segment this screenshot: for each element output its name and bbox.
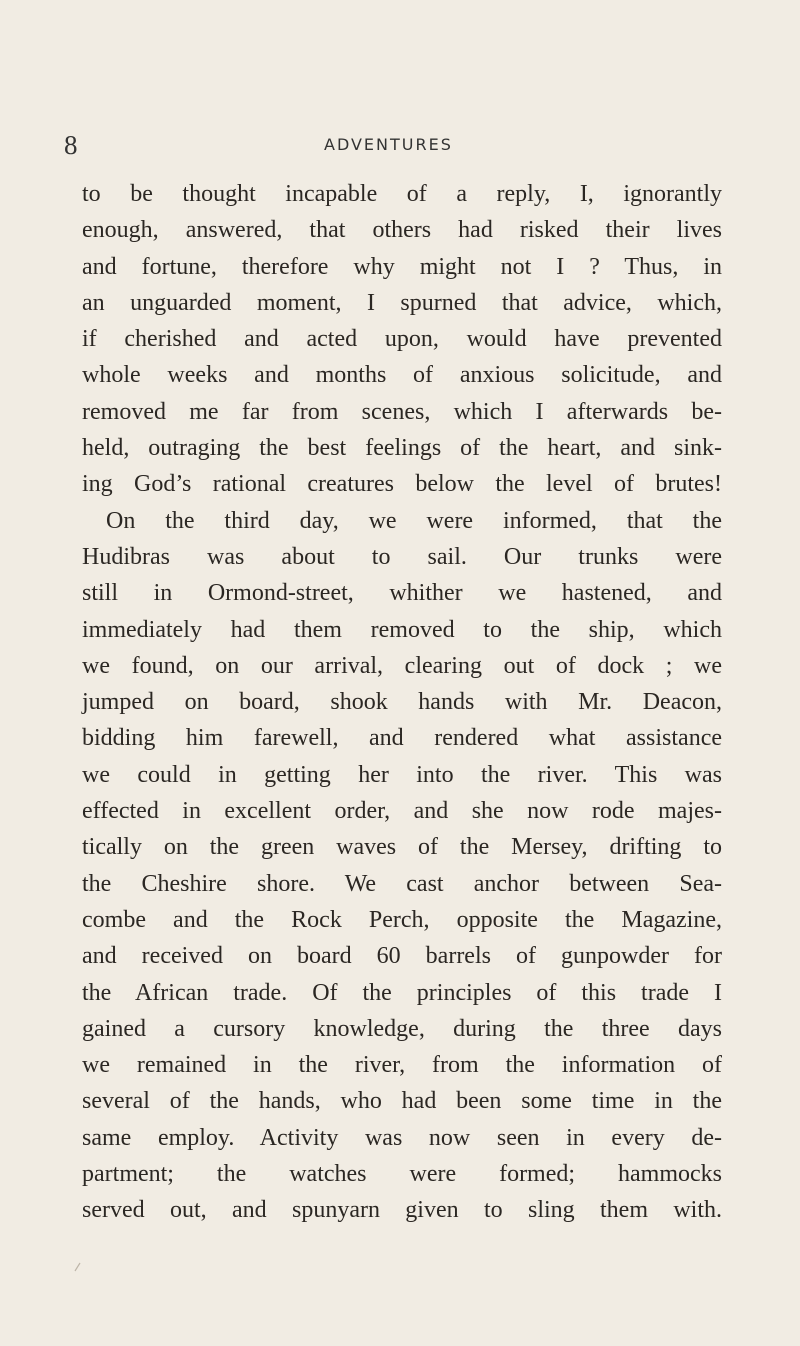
text-line: and fortune, therefore why might not I ? Thus, in: [82, 253, 722, 280]
text-line: combe and the Rock Perch, opposite the Magazine,: [82, 906, 722, 933]
text-line: jumped on board, shook hands with Mr. Deacon,: [82, 689, 722, 716]
text-line: still in Ormond-street, whither we hastened, and: [82, 580, 722, 607]
text-line: to be thought incapable of a reply, I, ignorantly: [82, 181, 722, 207]
text-line: removed me far from scenes, which I afterwards be-: [82, 398, 722, 425]
page-header: [0, 130, 800, 160]
text-line: gained a cursory knowledge, during the three days: [82, 1015, 722, 1042]
text-line: and received on board 60 barrels of gunpowder for: [82, 943, 722, 970]
text-line: the Cheshire shore. We cast anchor between Sea-: [82, 870, 722, 897]
text-line: whole weeks and months of anxious solicitude, and: [82, 362, 722, 389]
text-line: we remained in the river, from the information of: [82, 1052, 722, 1079]
text-line: an unguarded moment, I spurned that advice, which,: [82, 289, 722, 316]
text-line: if cherished and acted upon, would have prevented: [82, 326, 722, 353]
text-line: partment; the watches were formed; hammocks: [82, 1161, 722, 1188]
text-line: enough, answered, that others had risked their lives: [82, 217, 722, 244]
text-line: same employ. Activity was now seen in every de-: [82, 1124, 722, 1151]
running-head: ADVENTURES: [324, 135, 453, 154]
ink-speck: [74, 1262, 82, 1272]
text-line: we could in getting her into the river. This was: [82, 761, 722, 788]
body-text: [82, 176, 722, 1229]
paragraph-start-line: On the third day, we were informed, that the: [106, 507, 722, 534]
text-line: the African trade. Of the principles of this trade I: [82, 979, 722, 1006]
text-line: ing God’s rational creatures below the level of brutes!: [82, 471, 722, 498]
text-line: effected in excellent order, and she now rode majes-: [82, 798, 722, 825]
text-line: held, outraging the best feelings of the heart, and sink-: [82, 435, 722, 462]
text-line: bidding him farewell, and rendered what assistance: [82, 725, 722, 752]
text-line: tically on the green waves of the Mersey, drifting to: [82, 834, 722, 861]
text-line: immediately had them removed to the ship, which: [82, 616, 722, 643]
page-number: 8: [64, 130, 78, 160]
text-line: Hudibras was about to sail. Our trunks were: [82, 543, 722, 570]
text-line: served out, and spunyarn given to sling them with.: [82, 1197, 722, 1224]
text-line: several of the hands, who had been some time in the: [82, 1088, 722, 1115]
text-line: we found, on our arrival, clearing out of dock ; we: [82, 652, 722, 679]
